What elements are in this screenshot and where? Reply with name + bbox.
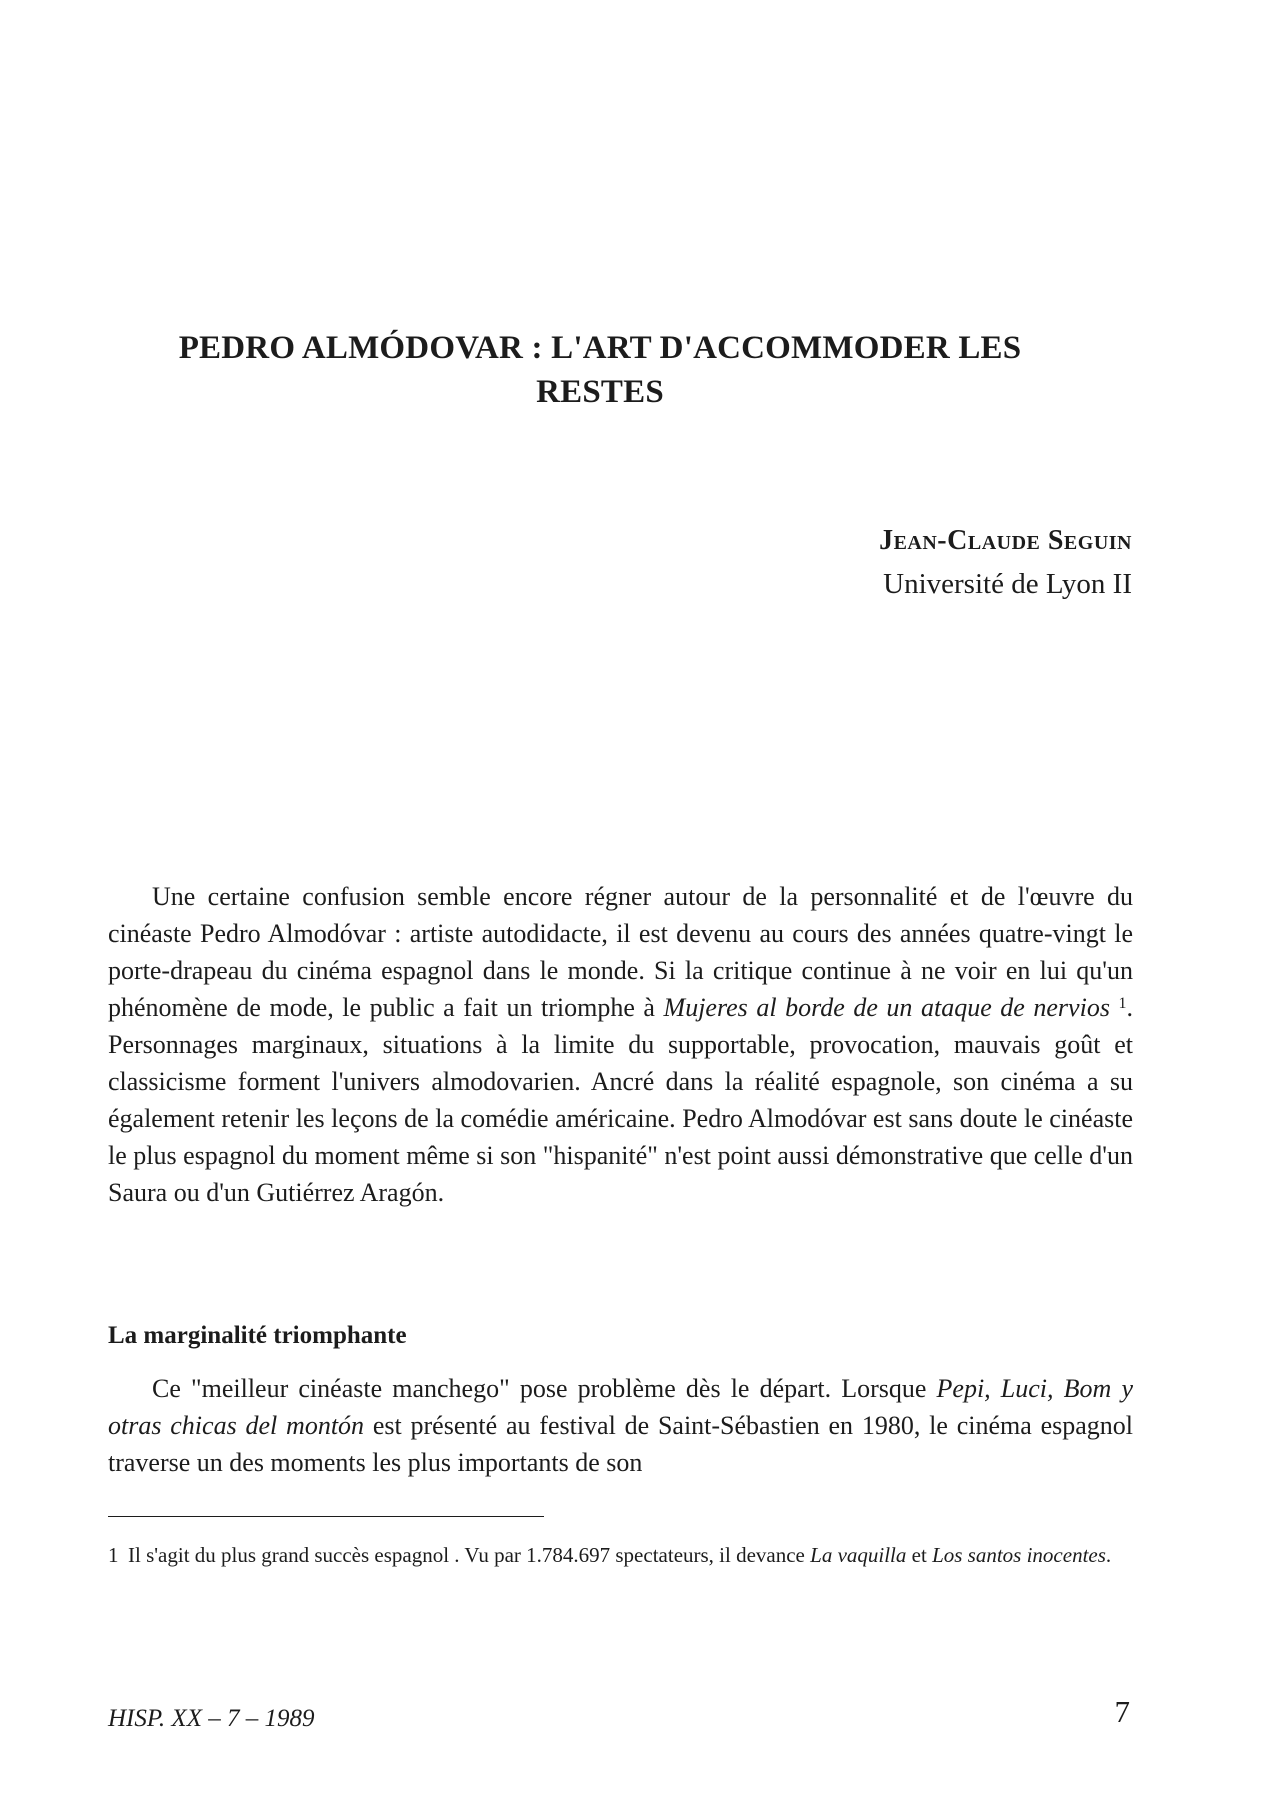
section-paragraph <box>108 1370 1133 1481</box>
footnote-end: . <box>1105 1543 1112 1567</box>
footnote-reference[interactable]: 1 <box>1118 995 1127 1012</box>
footnote-divider <box>108 1516 544 1517</box>
footnote-title-1: La vaquilla <box>810 1543 907 1567</box>
intro-film-title: Mujeres al borde de un ataque de nervios <box>663 993 1110 1022</box>
page-number: 7 <box>1114 1694 1130 1729</box>
section-film-title: Pepi, Luci, Bom y otras chicas del montón <box>108 1374 1133 1440</box>
footnote-text-a: Il s'agit du plus grand succès espagnol . Vu par 1.784.697 spectateurs, il devance <box>128 1543 811 1567</box>
footnote-number: 1 <box>108 1543 119 1567</box>
article-title <box>100 326 1100 414</box>
footnote-title-2: Los santos inocentes <box>932 1543 1106 1567</box>
author-block <box>879 522 1132 604</box>
footnote <box>108 1540 1128 1570</box>
intro-text-a: Une certaine confusion semble encore régner autour de la personnalité et de l'œuvre du cinéaste Pedro Almodóvar : artiste autodidacte, il est devenu au cours des années quatre-vingt le porte-drapeau du cinéma espagnol dans le monde. Si la critique continue à ne voir en lui qu'un phénomène de mode, le public a fait un triomphe à <box>108 882 1133 1022</box>
article-title-line-1: PEDRO ALMÓDOVAR : L'ART D'ACCOMMODER LES <box>178 330 1022 366</box>
author-name: Jean-Claude Seguin <box>879 525 1132 556</box>
article-title-line-2: RESTES <box>536 374 664 410</box>
section-heading: La marginalité triomphante <box>108 1322 407 1349</box>
section-text-b: est présenté au festival de Saint-Sébastien en 1980, le cinéma espagnol traverse un des moments les plus importants de son <box>108 1411 1133 1477</box>
running-footer: HISP. XX – 7 – 1989 <box>108 1705 315 1732</box>
footnote-connector: et <box>906 1543 933 1567</box>
section-text-a: Ce "meilleur cinéaste manchego" pose problème dès le départ. Lorsque <box>152 1374 937 1403</box>
intro-text-b: . Personnages marginaux, situations à la limite du supportable, provocation, mauvais goût et classicisme forment l'univers almodovarien. Ancré dans la réalité espagnole, son cinéma a su également retenir les leçons de la comédie américaine. Pedro Almodóvar est sans doute le cinéaste le plus espagnol du moment même si son "hispanité" n'est point aussi démonstrative que celle d'un Saura ou d'un Gutiérrez Aragón. <box>108 993 1133 1207</box>
intro-paragraph <box>108 878 1133 1211</box>
author-affiliation: Université de Lyon II <box>883 568 1132 600</box>
